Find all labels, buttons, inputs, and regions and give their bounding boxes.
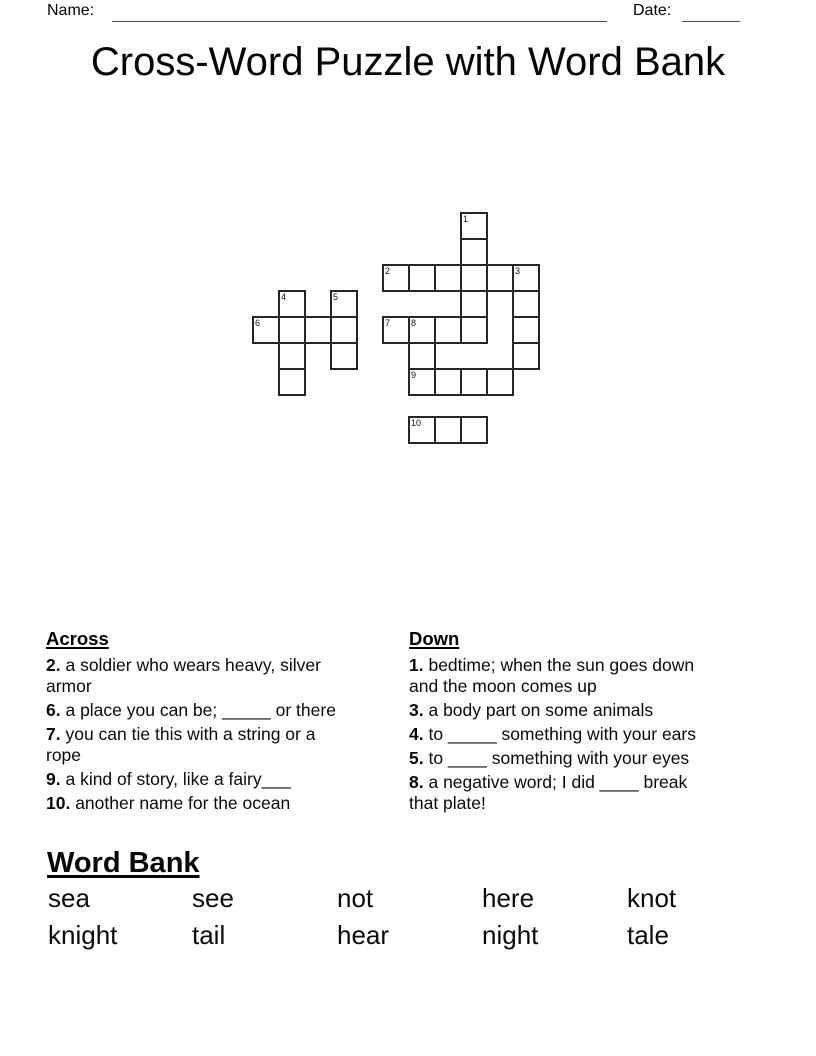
- clue: 3. a body part on some animals: [409, 700, 654, 720]
- clue: 6. a place you can be; _____ or there: [46, 700, 336, 720]
- word-bank-word: knight: [48, 920, 118, 950]
- clue-number: 7.: [46, 724, 61, 744]
- grid-cell: [382, 316, 410, 344]
- grid-cell-number: 9: [411, 370, 417, 380]
- clue: 5. to ____ something with your eyes: [409, 748, 690, 768]
- grid-cell: [434, 264, 462, 292]
- grid-cell: [330, 290, 358, 318]
- date-label: Date:: [633, 2, 672, 19]
- clue: 7. you can tie this with a string or a rope: [46, 724, 316, 765]
- grid-cell: [460, 212, 488, 240]
- grid-cell: [434, 416, 462, 444]
- grid-cell: [408, 316, 436, 344]
- grid-cell: [460, 290, 488, 318]
- word-bank-word: tail: [192, 920, 226, 950]
- grid-cell: [278, 368, 306, 396]
- name-label: Name:: [47, 2, 95, 19]
- clue: 4. to _____ something with your ears: [409, 724, 696, 744]
- clue: 9. a kind of story, like a fairy___: [46, 769, 291, 789]
- grid-cell: [460, 368, 488, 396]
- grid-cell: [512, 290, 540, 318]
- clue: 1. bedtime; when the sun goes down and the moon comes up: [409, 655, 695, 696]
- word-bank-list: [48, 880, 768, 954]
- grid-cell-number: 8: [411, 318, 417, 328]
- grid-cell: [460, 238, 488, 266]
- grid-cell: [408, 368, 436, 396]
- clue-number: 6.: [46, 700, 61, 720]
- grid-cell: [330, 316, 358, 344]
- grid-cell: [460, 264, 488, 292]
- word-bank-word: sea: [48, 883, 90, 913]
- word-bank-word: tale: [627, 920, 669, 950]
- word-bank-word: not: [337, 883, 374, 913]
- grid-cell: [278, 316, 306, 344]
- word-bank-word: knot: [627, 883, 677, 913]
- grid-cell: [434, 368, 462, 396]
- clue-number: 3.: [409, 700, 424, 720]
- across-clue-list: [46, 655, 402, 814]
- clue-number: 9.: [46, 769, 61, 789]
- grid-cell-number: 2: [385, 266, 391, 276]
- grid-cell: [408, 342, 436, 370]
- across-clues-section: [46, 628, 402, 817]
- grid-cell: [408, 416, 436, 444]
- grid-cell: [304, 316, 332, 344]
- grid-cell: [278, 342, 306, 370]
- clue-number: 4.: [409, 724, 424, 744]
- clue: 2. a soldier who wears heavy, silver armor: [46, 655, 321, 696]
- word-bank-heading: Word Bank: [47, 847, 200, 879]
- word-bank-word: hear: [337, 920, 390, 950]
- grid-cell: [252, 316, 280, 344]
- grid-cell: [460, 316, 488, 344]
- word-bank-word: here: [482, 883, 535, 913]
- down-clues-section: [409, 628, 765, 817]
- grid-cell: [278, 290, 306, 318]
- grid-cell: [434, 316, 462, 344]
- grid-cell: [460, 416, 488, 444]
- grid-cell: [330, 342, 358, 370]
- word-bank-word: see: [192, 883, 234, 913]
- clue: 10. another name for the ocean: [46, 793, 291, 813]
- clue-number: 10.: [46, 793, 71, 813]
- grid-cell: [408, 264, 436, 292]
- grid-cell: [382, 264, 410, 292]
- grid-cell: [512, 264, 540, 292]
- grid-cell: [512, 316, 540, 344]
- word-bank-word: night: [482, 920, 539, 950]
- grid-cell-number: 5: [333, 292, 339, 302]
- grid-cell: [512, 342, 540, 370]
- grid-cell-number: 4: [281, 292, 287, 302]
- page-title: Cross-Word Puzzle with Word Bank: [90, 40, 726, 84]
- grid-cell-number: 7: [385, 318, 391, 328]
- across-heading: Across: [46, 628, 109, 649]
- clue-number: 5.: [409, 748, 424, 768]
- clue: 8. a negative word; I did ____ break that plate!: [409, 772, 688, 813]
- grid-cell-number: 1: [463, 214, 469, 224]
- grid-cell: [486, 368, 514, 396]
- grid-cell-number: 6: [255, 318, 261, 328]
- down-clue-list: [409, 655, 765, 814]
- down-heading: Down: [409, 628, 460, 649]
- grid-cell-number: 3: [515, 266, 521, 276]
- grid-cell-number: 10: [411, 418, 422, 428]
- clue-number: 1.: [409, 655, 424, 675]
- clue-number: 8.: [409, 772, 424, 792]
- clue-number: 2.: [46, 655, 61, 675]
- grid-cell: [486, 264, 514, 292]
